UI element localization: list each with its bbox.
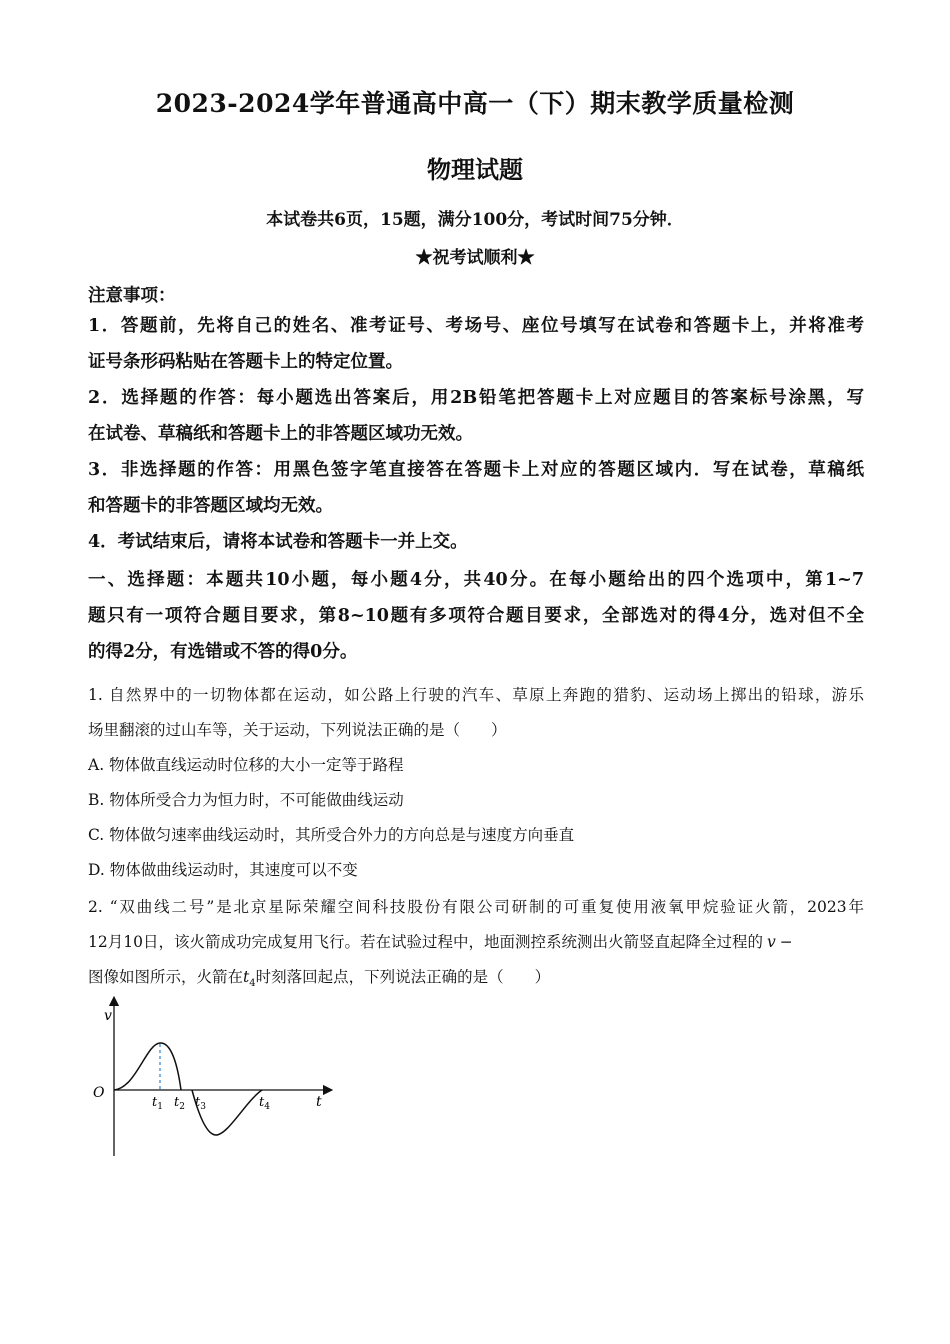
option-b: B. 物体所受合力为恒力时，不可能做曲线运动 xyxy=(88,791,404,809)
notice-line: 证号条形码粘贴在答题卡上的特定位置。 xyxy=(88,352,403,372)
notice-line: 3．非选择题的作答：用黑色签字笔直接答在答题卡上对应的答题区域内．写在试卷，草稿纸 xyxy=(88,460,864,480)
inline-v-symbol: v xyxy=(766,933,776,951)
stem-text: 图像如图所示，火箭在 xyxy=(88,968,244,986)
question-2 xyxy=(88,890,864,1001)
tick-label-t3: $t_3$ xyxy=(195,1095,206,1112)
question-1 xyxy=(88,678,864,888)
x-axis-label: t xyxy=(316,1094,322,1110)
tick-label-t4: $t_4$ xyxy=(259,1095,270,1112)
question-stem-line: 场里翻滚的过山车等，关于运动，下列说法正确的是（ ） xyxy=(88,721,507,739)
option-d: D. 物体做曲线运动时，其速度可以不变 xyxy=(88,861,358,879)
inline-t4-symbol: t xyxy=(243,968,250,986)
question-stem-line xyxy=(88,925,864,960)
section-line: 题只有一项符合题目要求，第8~10题有多项符合题目要求，全部选对的得4分，选对但不全 xyxy=(88,606,864,626)
question-stem-line xyxy=(88,960,864,1001)
inline-dash: − xyxy=(779,933,793,951)
notice-line: 4．考试结束后，请将本试卷和答题卡一并上交。 xyxy=(88,532,468,552)
inline-t4-sub: 4 xyxy=(249,978,256,990)
notice-list xyxy=(88,308,864,560)
y-axis-label: v xyxy=(104,1008,112,1024)
option-c: C. 物体做匀速率曲线运动时，其所受合外力的方向总是与速度方向垂直 xyxy=(88,826,575,844)
question-stem-line: 2. “双曲线二号”是北京星际荣耀空间科技股份有限公司研制的可重复使用液氧甲烷验证火箭，2023年 xyxy=(88,898,864,916)
stem-text: 时刻落回起点，下列说法正确的是（ ） xyxy=(255,968,551,986)
origin-label: O xyxy=(93,1085,105,1101)
exam-title: 2023-2024学年普通高中高一（下）期末教学质量检测 xyxy=(155,89,795,118)
good-luck-line: ★祝考试顺利★ xyxy=(415,248,535,268)
velocity-curve-negative xyxy=(192,1090,262,1135)
notice-line: 在试卷、草稿纸和答题卡上的非答题区域功无效。 xyxy=(88,424,473,444)
v-t-graph xyxy=(88,996,338,1161)
velocity-curve-positive xyxy=(114,1043,181,1090)
notice-line: 2．选择题的作答：每小题选出答案后，用2B铅笔把答题卡上对应题目的答案标号涂黑，写 xyxy=(88,388,864,408)
tick-label-t1: $t_1$ xyxy=(152,1095,163,1112)
option-a: A. 物体做直线运动时位移的大小一定等于路程 xyxy=(88,756,404,774)
exam-info: 本试卷共6页，15题，满分100分，考试时间75分钟． xyxy=(266,210,684,230)
question-stem-line: 1. 自然界中的一切物体都在运动，如公路上行驶的汽车、草原上奔跑的猎豹、运动场上掷出的铅球，游乐 xyxy=(88,686,864,704)
section-1-instructions xyxy=(88,562,864,670)
subject-title: 物理试题 xyxy=(427,155,523,184)
section-line: 的得2分，有选错或不答的得0分。 xyxy=(88,642,358,662)
tick-label-t2: $t_2$ xyxy=(174,1095,185,1112)
notice-line: 1．答题前，先将自己的姓名、准考证号、考场号、座位号填写在试卷和答题卡上，并将准考 xyxy=(88,316,864,336)
section-line: 一、选择题：本题共10小题，每小题4分，共40分。在每小题给出的四个选项中，第1~7 xyxy=(88,570,864,590)
notice-heading: 注意事项： xyxy=(88,286,176,306)
stem-text: 12月10日，该火箭成功完成复用飞行。若在试验过程中，地面测控系统测出火箭竖直起降全过程的 xyxy=(88,933,763,951)
notice-line: 和答题卡的非答题区域均无效。 xyxy=(88,496,333,516)
